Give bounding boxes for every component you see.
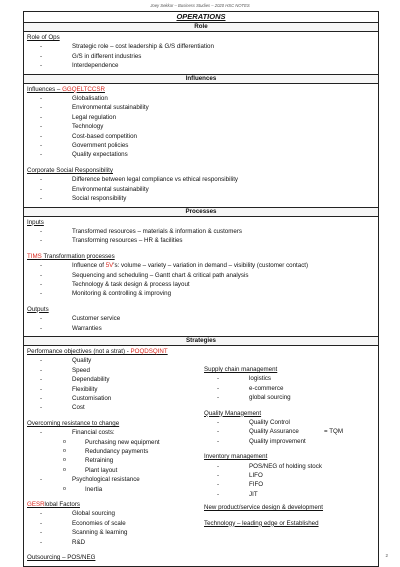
influences-acronym-tail: CCSR bbox=[87, 85, 105, 93]
list-item: - Difference between legal compliance vs ethical responsibility bbox=[27, 175, 375, 184]
list-item: - Warranties bbox=[27, 324, 375, 333]
inventory-heading: Inventory management bbox=[204, 453, 268, 461]
sublist-item: o Inertia bbox=[27, 485, 204, 494]
sublist-item: o Plant layout bbox=[27, 466, 204, 475]
list-item: - JIT bbox=[204, 490, 375, 499]
list-item: - LIFO bbox=[204, 471, 375, 480]
section-role bbox=[24, 32, 378, 75]
list-item: - global sourcing bbox=[204, 393, 375, 402]
tims-heading bbox=[27, 252, 375, 261]
tims-acronym: TIMS bbox=[27, 252, 42, 260]
list-item: - Technology bbox=[27, 122, 375, 131]
tims-item-suffix: 's: volume – variety – variation in demand – visibility (customer contact) bbox=[113, 262, 309, 270]
influences-heading bbox=[27, 85, 375, 94]
influences-list bbox=[27, 94, 375, 160]
list-item: - Financial costs: bbox=[27, 428, 204, 437]
page-number: 2 bbox=[385, 553, 388, 558]
list-item: - Technology & task design & process layout bbox=[27, 280, 375, 289]
quality-assurance-label: Quality Assurance bbox=[249, 428, 299, 436]
new-product-heading: New product/service design & development bbox=[204, 504, 324, 512]
global-acronym: GESR bbox=[27, 501, 45, 509]
list-item: - Sequencing and scheduling – Gantt chart & critical path analysis bbox=[27, 271, 375, 280]
page-title: OPERATIONS bbox=[24, 12, 378, 23]
section-influences bbox=[24, 84, 378, 208]
list-item: - Psychological resistance bbox=[27, 475, 204, 484]
list-item: - Cost-based competition bbox=[27, 132, 375, 141]
resistance-heading: Overcoming resistance to change bbox=[27, 419, 120, 427]
list-item bbox=[27, 261, 375, 270]
list-item: - Quality improvement bbox=[204, 437, 375, 446]
outputs-list bbox=[27, 314, 375, 333]
performance-heading-prefix: Performance objectives (not a strat) - bbox=[27, 347, 131, 355]
tims-item-prefix: Influence of bbox=[72, 262, 106, 270]
list-item: - Globalisation bbox=[27, 94, 375, 103]
quality-heading: Quality Management bbox=[204, 409, 262, 417]
performance-heading bbox=[27, 347, 204, 356]
list-item: - logistics bbox=[204, 374, 375, 383]
resistance-list bbox=[27, 428, 204, 437]
quality-list bbox=[204, 418, 375, 446]
role-list bbox=[27, 42, 375, 70]
strategies-right-column bbox=[204, 347, 375, 563]
band-influences: Influences bbox=[24, 75, 378, 84]
list-item: - FIFO bbox=[204, 480, 375, 489]
list-item: - Scanning & learning bbox=[27, 528, 204, 537]
band-strategies: Strategies bbox=[24, 337, 378, 346]
psych-list bbox=[27, 475, 204, 484]
list-item: - Quality Control bbox=[204, 418, 375, 427]
performance-acronym: POQDSQINT bbox=[130, 347, 168, 355]
influences-acronym: GGQELT bbox=[62, 85, 88, 93]
list-item: - Environmental sustainability bbox=[27, 103, 375, 112]
technology-heading: Technology – leading edge or Established bbox=[204, 519, 319, 527]
sublist-item: o Retraining bbox=[27, 456, 204, 465]
list-item bbox=[204, 427, 375, 436]
list-item: - Quality bbox=[27, 356, 204, 365]
list-item: - e-commerce bbox=[204, 384, 375, 393]
band-processes: Processes bbox=[24, 208, 378, 217]
csr-heading: Corporate Social Responsibility bbox=[27, 166, 113, 174]
header-note: Joey Sekkar – Business Studies – 2020 HSC NOTES bbox=[150, 3, 250, 8]
global-list bbox=[27, 509, 204, 547]
outsourcing-heading: Outsourcing – POS/NEG bbox=[27, 554, 96, 562]
tqm-label: = TQM bbox=[324, 428, 343, 436]
inputs-list bbox=[27, 227, 375, 246]
inventory-list bbox=[204, 462, 375, 500]
inputs-heading: Inputs bbox=[27, 218, 44, 226]
influences-heading-prefix: Influences – bbox=[27, 85, 63, 93]
list-item: - Transforming resources – HR & facilities bbox=[27, 236, 375, 245]
financial-sublist bbox=[27, 438, 204, 476]
section-strategies bbox=[24, 346, 378, 566]
section-processes bbox=[24, 217, 378, 337]
list-item: - R&D bbox=[27, 538, 204, 547]
list-item: - Speed bbox=[27, 366, 204, 375]
list-item: - Quality expectations bbox=[27, 150, 375, 159]
list-item: - Monitoring & controlling & improving bbox=[27, 289, 375, 298]
list-item: - Cost bbox=[27, 403, 204, 412]
performance-list bbox=[27, 356, 204, 412]
list-item: - Strategic role – cost leadership & G/S differentiation bbox=[27, 42, 375, 51]
list-item: - Social responsibility bbox=[27, 194, 375, 203]
psych-sublist bbox=[27, 485, 204, 494]
supply-chain-heading: Supply chain management bbox=[204, 365, 278, 373]
global-heading bbox=[27, 500, 204, 509]
list-item: - Transformed resources – materials & information & customers bbox=[27, 227, 375, 236]
list-item: - G/S in different industries bbox=[27, 52, 375, 61]
list-item: - Dependability bbox=[27, 375, 204, 384]
list-item: - POS/NEG of holding stock bbox=[204, 462, 375, 471]
list-item: - Interdependence bbox=[27, 61, 375, 70]
list-item: - Customer service bbox=[27, 314, 375, 323]
role-heading: Role of Ops bbox=[27, 34, 60, 41]
list-item: - Economies of scale bbox=[27, 519, 204, 528]
band-role: Role bbox=[24, 23, 378, 32]
operations-notes-table bbox=[23, 11, 379, 567]
sublist-item: o Redundancy payments bbox=[27, 447, 204, 456]
global-heading-rest: lobal Factors bbox=[44, 501, 80, 509]
strategies-left-column bbox=[27, 347, 204, 563]
list-item: - Flexibility bbox=[27, 385, 204, 394]
list-item: - Customisation bbox=[27, 394, 204, 403]
sublist-item: o Purchasing new equipment bbox=[27, 438, 204, 447]
outputs-heading: Outputs bbox=[27, 305, 49, 313]
tims-heading-rest: Transformation processes bbox=[41, 252, 115, 260]
list-item: - Legal regulation bbox=[27, 113, 375, 122]
list-item: - Government policies bbox=[27, 141, 375, 150]
tims-list bbox=[27, 261, 375, 299]
supply-chain-list bbox=[204, 374, 375, 402]
csr-list bbox=[27, 175, 375, 203]
tims-item-red: 5V bbox=[105, 262, 114, 270]
list-item: - Environmental sustainability bbox=[27, 185, 375, 194]
list-item: - Global sourcing bbox=[27, 509, 204, 518]
